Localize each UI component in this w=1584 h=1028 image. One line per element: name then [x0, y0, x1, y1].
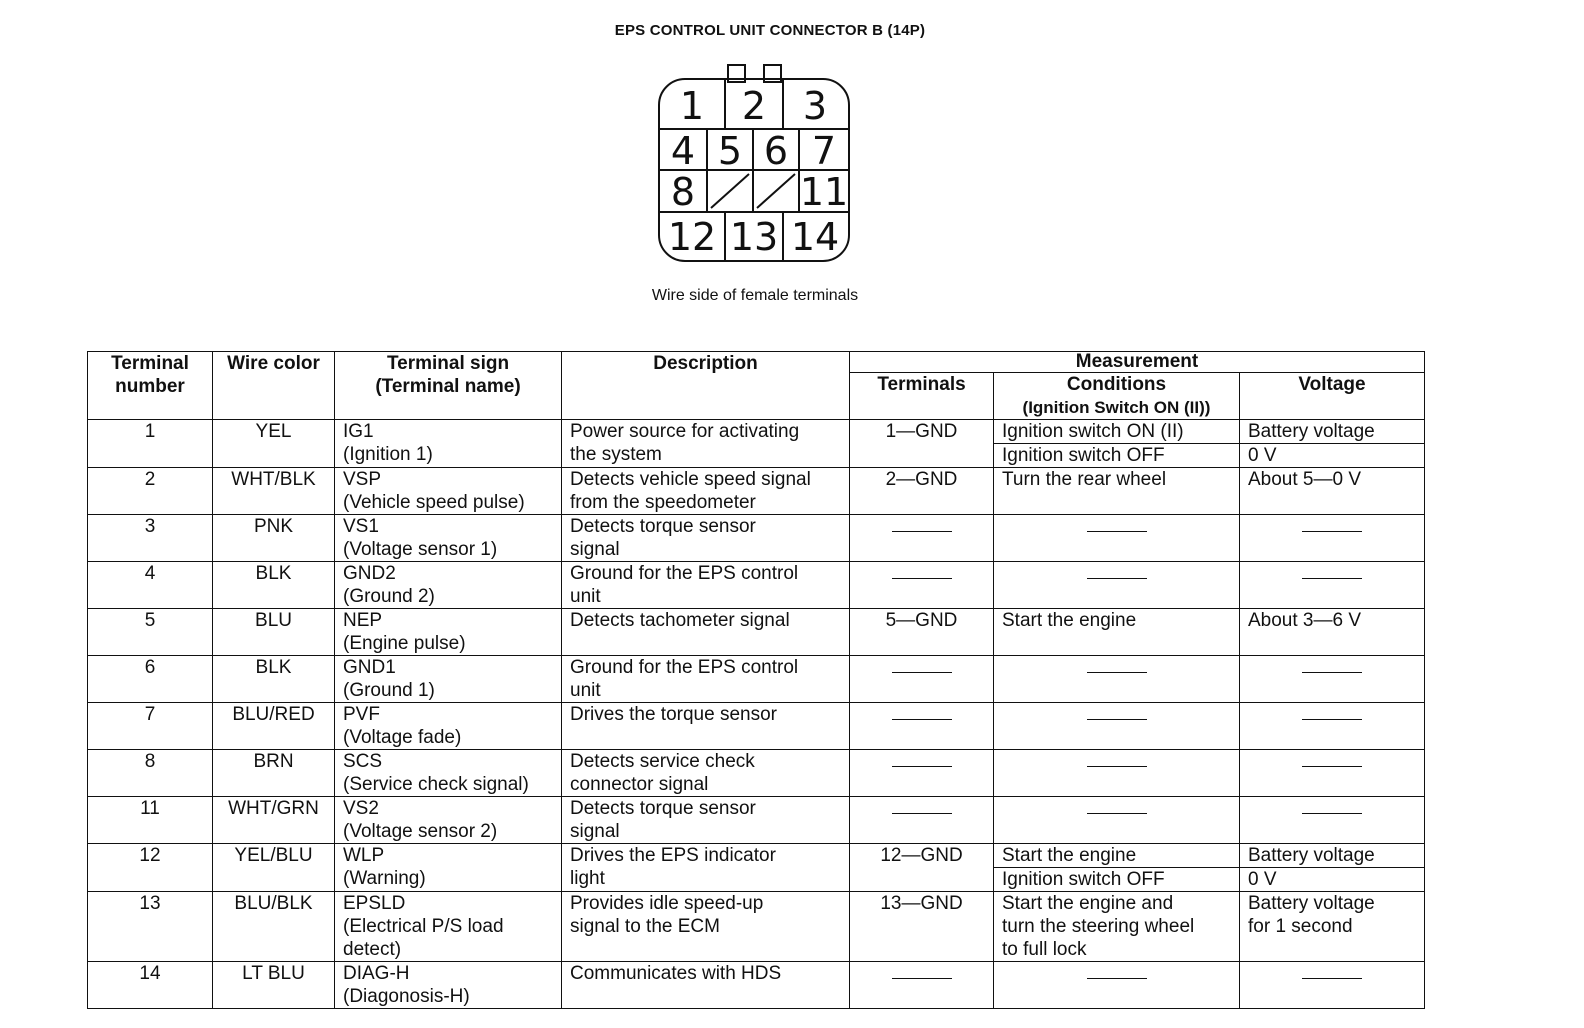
- not-applicable-dash: [1302, 578, 1362, 579]
- not-applicable-dash: [1302, 813, 1362, 814]
- terminal-table: [87, 351, 1425, 1009]
- table-row: 5 BLU NEP (Engine pulse) Detects tachometer signal 5—GND Start the engine About 3—6 V: [88, 609, 1425, 656]
- terminal-label-3: 3: [802, 84, 828, 128]
- not-applicable-dash: [1087, 766, 1147, 767]
- table-row: 2 WHT/BLK VSP (Vehicle speed pulse) Detects vehicle speed signal from the speedometer 2—GND Turn the rear wheel About 5—0 V: [88, 468, 1425, 515]
- header-wire-color: Wire color: [213, 352, 335, 420]
- page-title: EPS CONTROL UNIT CONNECTOR B (14P): [614, 22, 926, 39]
- table-row: 4 BLK GND2 (Ground 2) Ground for the EPS control unit: [88, 562, 1425, 609]
- table-row: 3 PNK VS1 (Voltage sensor 1) Detects torque sensor signal: [88, 515, 1425, 562]
- terminal-label-13: 13: [729, 215, 779, 259]
- not-applicable-dash: [1302, 978, 1362, 979]
- not-applicable-dash: [1087, 978, 1147, 979]
- not-applicable-dash: [892, 578, 952, 579]
- terminal-label-11: 11: [799, 170, 849, 214]
- table-row: 14 LT BLU DIAG-H (Diagonosis-H) Communicates with HDS: [88, 962, 1425, 1009]
- connector-caption: Wire side of female terminals: [651, 287, 859, 304]
- table-row: 13 BLU/BLK EPSLD (Electrical P/S load detect) Provides idle speed-up signal to the ECM 13—GND Start the engine and turn the steering wheel to full lock Battery voltage for 1 second: [88, 892, 1425, 962]
- terminal-label-8: 8: [670, 170, 696, 214]
- table-row-sub: Ignition switch OFF 0 V: [88, 444, 1425, 468]
- terminal-label-14: 14: [790, 215, 840, 259]
- header-description: Description: [562, 352, 850, 420]
- terminal-label-4: 4: [670, 129, 696, 173]
- not-applicable-dash: [892, 766, 952, 767]
- header-voltage: Voltage: [1240, 373, 1425, 420]
- not-applicable-dash: [892, 719, 952, 720]
- empty-cavity-10: [757, 174, 795, 208]
- not-applicable-dash: [1302, 531, 1362, 532]
- table-row: 7 BLU/RED PVF (Voltage fade) Drives the torque sensor: [88, 703, 1425, 750]
- not-applicable-dash: [1302, 766, 1362, 767]
- header-conditions: Conditions (Ignition Switch ON (II)): [994, 373, 1240, 420]
- empty-cavity-9: [711, 174, 749, 208]
- connector-diagram: [655, 62, 855, 266]
- not-applicable-dash: [892, 813, 952, 814]
- not-applicable-dash: [1087, 672, 1147, 673]
- terminal-label-1: 1: [679, 84, 705, 128]
- terminal-label-2: 2: [741, 84, 767, 128]
- terminal-label-12: 12: [667, 215, 717, 259]
- terminal-label-5: 5: [717, 129, 743, 173]
- not-applicable-dash: [1302, 672, 1362, 673]
- header-terminal-number: Terminal number: [88, 352, 213, 420]
- table-row-sub: Ignition switch OFF 0 V: [88, 868, 1425, 892]
- terminal-label-6: 6: [763, 129, 789, 173]
- not-applicable-dash: [1087, 719, 1147, 720]
- not-applicable-dash: [892, 978, 952, 979]
- table-row: 1 YEL IG1 (Ignition 1) Power source for activating the system 1—GND Ignition switch ON (II) Battery voltage: [88, 420, 1425, 444]
- table-row: 11 WHT/GRN VS2 (Voltage sensor 2) Detects torque sensor signal: [88, 797, 1425, 844]
- not-applicable-dash: [1087, 813, 1147, 814]
- not-applicable-dash: [1087, 578, 1147, 579]
- table-row: 12 YEL/BLU WLP (Warning) Drives the EPS indicator light 12—GND Start the engine Battery voltage: [88, 844, 1425, 868]
- terminal-label-7: 7: [811, 129, 837, 173]
- not-applicable-dash: [1302, 719, 1362, 720]
- not-applicable-dash: [892, 672, 952, 673]
- header-measurement: Measurement: [850, 352, 1425, 373]
- header-terminals: Terminals: [850, 373, 994, 420]
- not-applicable-dash: [892, 531, 952, 532]
- not-applicable-dash: [1087, 531, 1147, 532]
- table-row: 6 BLK GND1 (Ground 1) Ground for the EPS control unit: [88, 656, 1425, 703]
- table-row: 8 BRN SCS (Service check signal) Detects service check connector signal: [88, 750, 1425, 797]
- header-terminal-sign: Terminal sign (Terminal name): [335, 352, 562, 420]
